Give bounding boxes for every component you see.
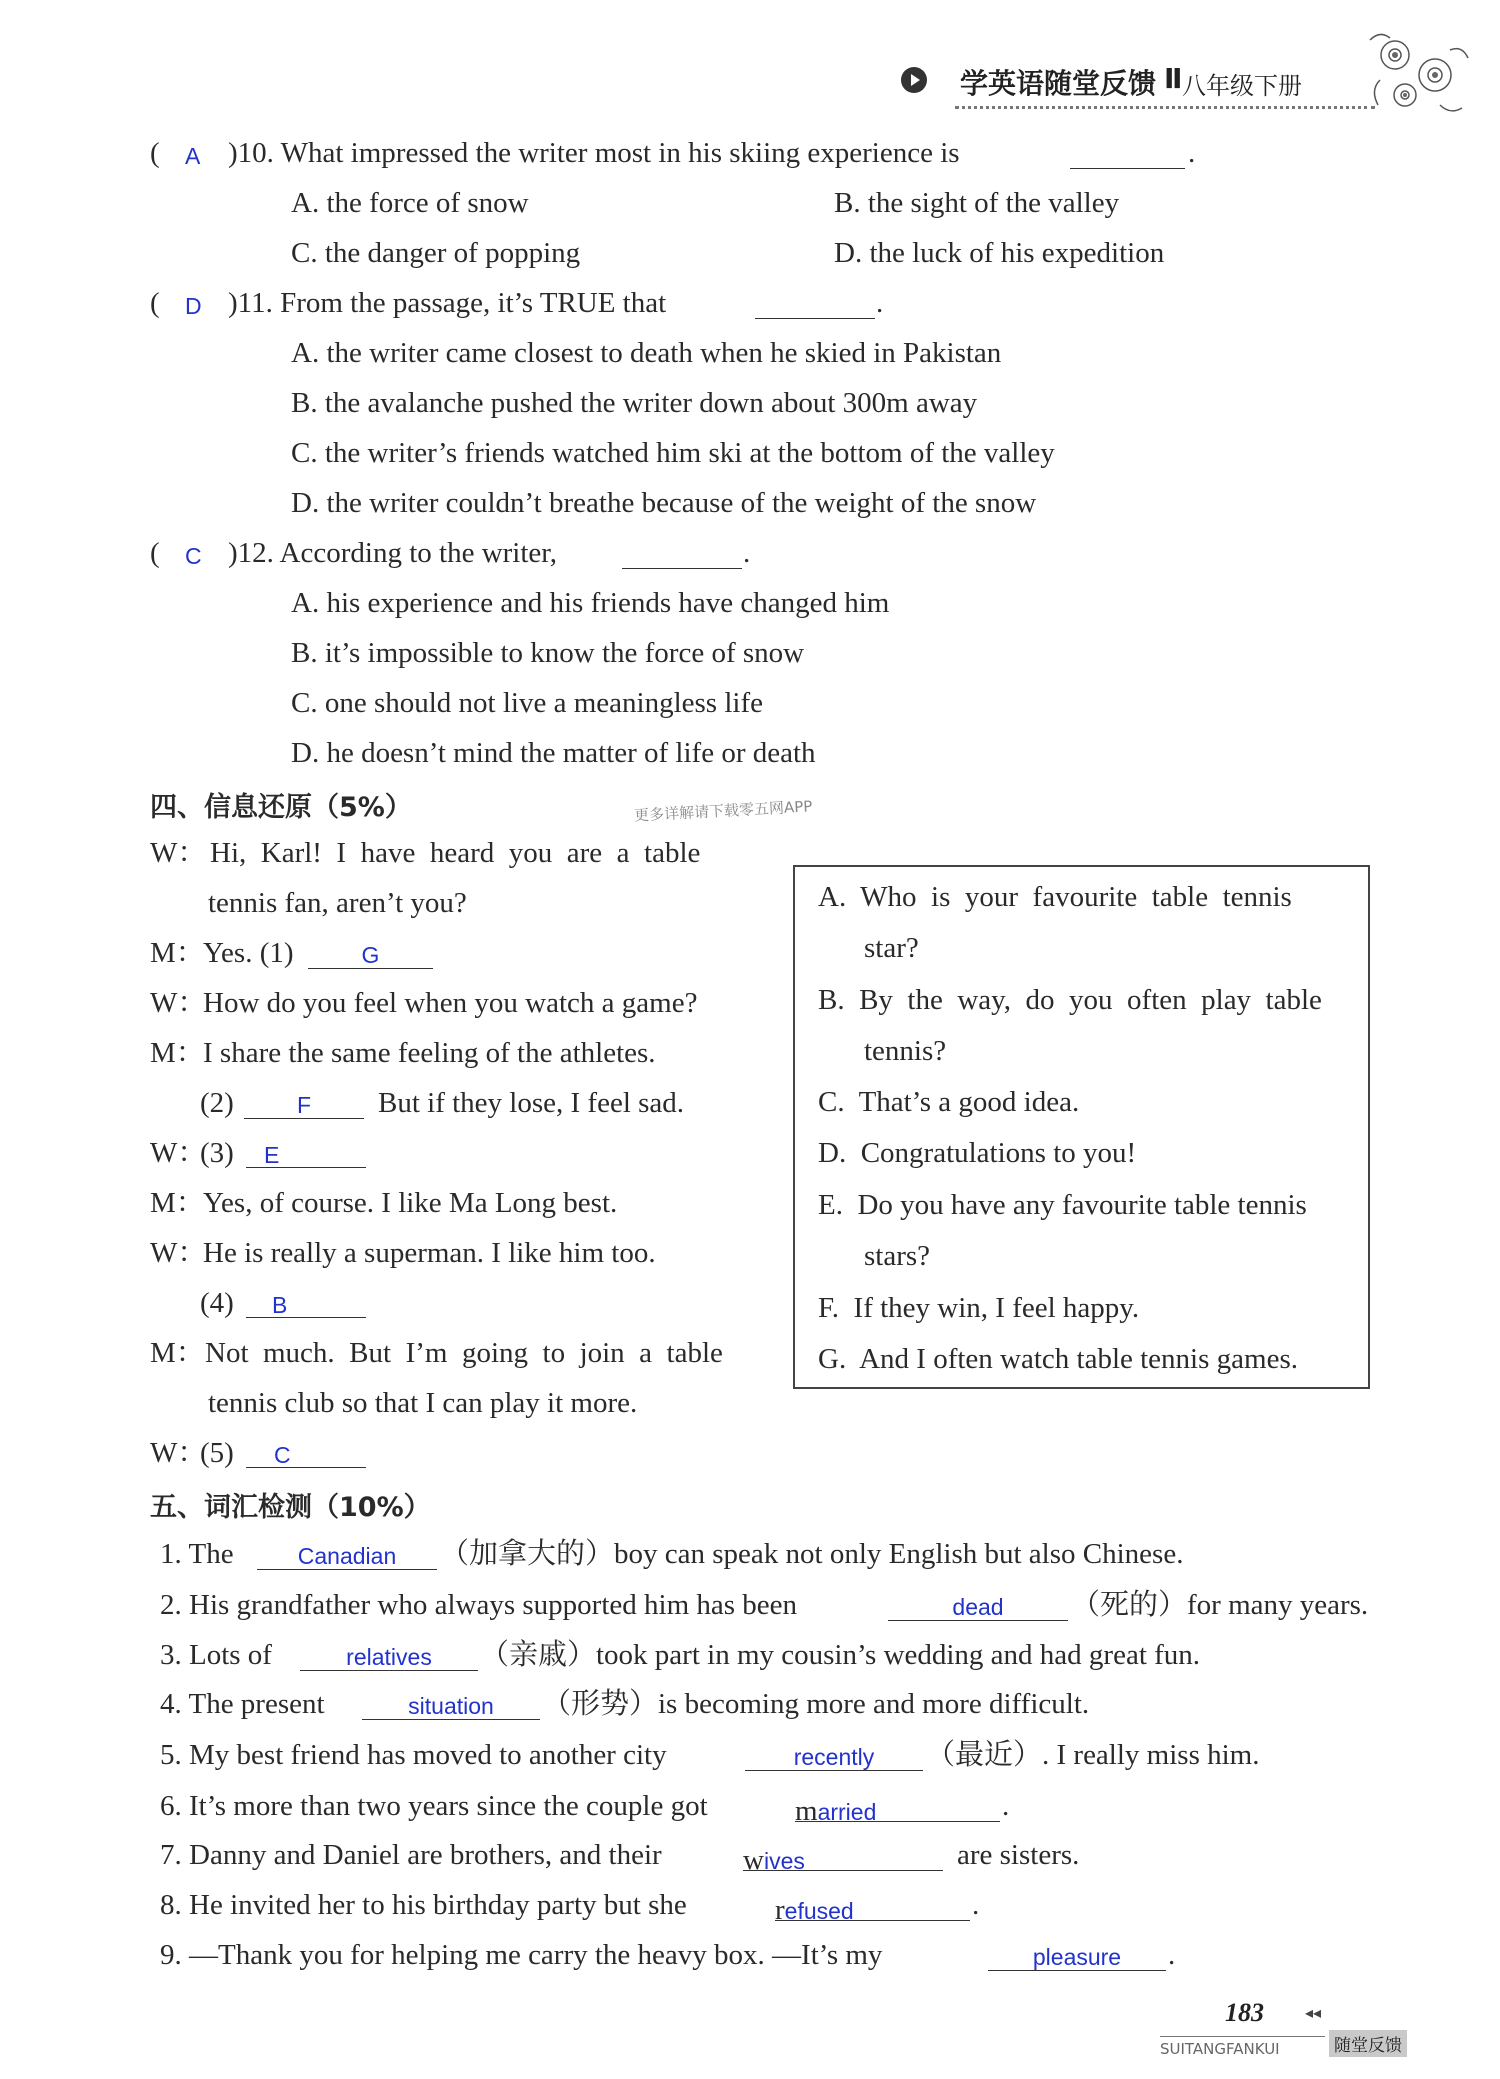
dialogue-line: He is really a superman. I like him too. <box>203 1237 656 1269</box>
dialogue-line: How do you feel when you watch a game? <box>203 987 698 1019</box>
vocab-answer-5: recently <box>745 1740 923 1771</box>
book-title: 学英语随堂反馈 <box>960 67 1157 100</box>
item-text: . <box>1002 1790 1010 1822</box>
option-a: A. Who is your favourite table tennis <box>818 881 1292 913</box>
filled-letters: arried <box>817 1799 877 1825</box>
dialogue-line: But if they lose, I feel sad. <box>378 1087 685 1119</box>
item-text: （亲戚）took part in my cousin’s wedding and had great fun. <box>480 1639 1201 1671</box>
dialogue-line: (5) <box>200 1437 234 1469</box>
dialogue-line: (4) <box>200 1287 234 1319</box>
option-f: F. If they win, I feel happy. <box>818 1292 1140 1324</box>
section-5-title: 五、词汇检测（10%） <box>150 1492 431 1523</box>
dialogue-line: (3) <box>200 1137 234 1169</box>
speaker: W： <box>150 1137 207 1169</box>
dialogue-line: tennis club so that I can play it more. <box>208 1387 638 1419</box>
item-text: 7. Danny and Daniel are brothers, and their <box>160 1839 662 1871</box>
answer-10: A <box>185 143 201 169</box>
option-a: A. the writer came closest to death when he skied in Pakistan <box>291 337 1002 369</box>
option-b-cont: tennis? <box>864 1035 947 1067</box>
vocab-answer-4: situation <box>362 1689 540 1720</box>
given-letter: w <box>743 1844 764 1876</box>
speaker: W： <box>150 987 207 1019</box>
answer-blank <box>1070 138 1185 169</box>
option-c: C. the writer’s friends watched him ski at the bottom of the valley <box>291 437 1055 469</box>
header-divider <box>955 106 1375 109</box>
watermark: 更多详解请下载零五网APP <box>633 797 813 825</box>
speaker: M： <box>150 1337 205 1369</box>
item-text: （加拿大的）boy can speak not only English but also Chinese. <box>440 1538 1184 1570</box>
question-stem: )12. According to the writer, <box>228 537 558 569</box>
vocab-answer-6 <box>795 1791 1000 1827</box>
page-number: 183 <box>1225 1998 1264 2027</box>
answer-blank <box>755 288 875 319</box>
play-icon <box>900 66 928 94</box>
item-text: 5. My best friend has moved to another city <box>160 1739 667 1771</box>
dialogue-line: I share the same feeling of the athletes. <box>203 1037 656 1069</box>
stem-end: . <box>1188 137 1196 169</box>
speaker: W： <box>150 1237 207 1269</box>
answer-blank <box>622 538 742 569</box>
book-volume: Ⅱ <box>1164 62 1183 95</box>
given-letter: r <box>775 1894 785 1926</box>
option-b: B. the avalanche pushed the writer down about 300m away <box>291 387 978 419</box>
speaker: M： <box>150 937 205 969</box>
dialogue-line: Yes. (1) <box>203 937 294 969</box>
flower-ornament-icon <box>1350 20 1480 130</box>
vocab-answer-7 <box>743 1840 943 1876</box>
dialogue-line: Not much. But I’m going to join a table <box>205 1337 723 1369</box>
item-text: （死的）for many years. <box>1071 1589 1369 1621</box>
dialogue-line: Yes, of course. I like Ma Long best. <box>203 1187 618 1219</box>
blank-1-answer: G <box>308 938 433 969</box>
answer-paren-open: ( <box>150 537 160 569</box>
option-a: A. his experience and his friends have changed him <box>291 587 890 619</box>
footer-pinyin: SUITANGFANKUI <box>1160 2040 1280 2058</box>
option-b: B. it’s impossible to know the force of snow <box>291 637 805 669</box>
option-c: C. one should not live a meaningless life <box>291 687 763 719</box>
answer-paren-open: ( <box>150 287 160 319</box>
page-arrow-icon: ◂◂ <box>1305 2005 1322 2022</box>
item-text: 8. He invited her to his birthday party but she <box>160 1889 687 1921</box>
option-a-cont: star? <box>864 932 919 964</box>
speaker: M： <box>150 1187 205 1219</box>
section-4-title: 四、信息还原（5%） <box>150 792 412 823</box>
option-d: D. Congratulations to you! <box>818 1137 1137 1169</box>
item-text: 1. The <box>160 1538 234 1570</box>
footer-rule <box>1160 2036 1325 2037</box>
option-e-cont: stars? <box>864 1240 931 1272</box>
speaker: M： <box>150 1037 205 1069</box>
option-e: E. Do you have any favourite table tennis <box>818 1189 1307 1221</box>
footer-tag: 随堂反馈 <box>1329 2030 1407 2057</box>
item-text: are sisters. <box>957 1839 1080 1871</box>
speaker: W： <box>150 837 207 869</box>
option-d: D. he doesn’t mind the matter of life or death <box>291 737 816 769</box>
item-text: 9. —Thank you for helping me carry the heavy box. —It’s my <box>160 1939 883 1971</box>
option-b: B. the sight of the valley <box>834 187 1120 219</box>
vocab-answer-8 <box>775 1890 970 1926</box>
item-text: . <box>972 1889 980 1921</box>
option-c: C. the danger of popping <box>291 237 581 269</box>
blank-2-answer: F <box>244 1088 364 1119</box>
blank-5-answer: C <box>246 1438 366 1468</box>
item-text: 3. Lots of <box>160 1639 272 1671</box>
vocab-answer-9: pleasure <box>988 1940 1166 1971</box>
page-header <box>900 60 1370 110</box>
filled-letters: ives <box>763 1848 805 1874</box>
speaker: W： <box>150 1437 207 1469</box>
dialogue-line: Hi, Karl! I have heard you are a table <box>210 837 701 869</box>
vocab-answer-2: dead <box>888 1590 1068 1621</box>
book-grade: 八年级下册 <box>1182 72 1302 100</box>
option-d: D. the luck of his expedition <box>834 237 1165 269</box>
option-g: G. And I often watch table tennis games. <box>818 1343 1298 1375</box>
item-text: （最近）. I really miss him. <box>926 1739 1260 1771</box>
answer-paren-open: ( <box>150 137 160 169</box>
item-text: 6. It’s more than two years since the couple got <box>160 1790 708 1822</box>
vocab-answer-1: Canadian <box>257 1539 437 1570</box>
dialogue-line: (2) <box>200 1087 234 1119</box>
stem-end: . <box>743 537 751 569</box>
option-a: A. the force of snow <box>291 187 529 219</box>
question-stem: )10. What impressed the writer most in his skiing experience is <box>228 137 960 169</box>
question-stem: )11. From the passage, it’s TRUE that <box>228 287 667 319</box>
item-text: 4. The present <box>160 1688 325 1720</box>
option-b: B. By the way, do you often play table <box>818 984 1322 1016</box>
dialogue-line: tennis fan, aren’t you? <box>208 887 467 919</box>
item-text: （形势）is becoming more and more difficult. <box>542 1688 1090 1720</box>
item-text: 2. His grandfather who always supported him has been <box>160 1589 798 1621</box>
answer-11: D <box>185 293 202 319</box>
blank-3-answer: E <box>246 1138 366 1168</box>
answer-12: C <box>185 543 202 569</box>
option-d: D. the writer couldn’t breathe because of the weight of the snow <box>291 487 1037 519</box>
filled-letters: efused <box>784 1898 854 1924</box>
stem-end: . <box>876 287 884 319</box>
vocab-answer-3: relatives <box>300 1640 478 1671</box>
given-letter: m <box>795 1795 818 1827</box>
blank-4-answer: B <box>246 1288 366 1318</box>
option-c: C. That’s a good idea. <box>818 1086 1080 1118</box>
item-text: . <box>1168 1939 1176 1971</box>
